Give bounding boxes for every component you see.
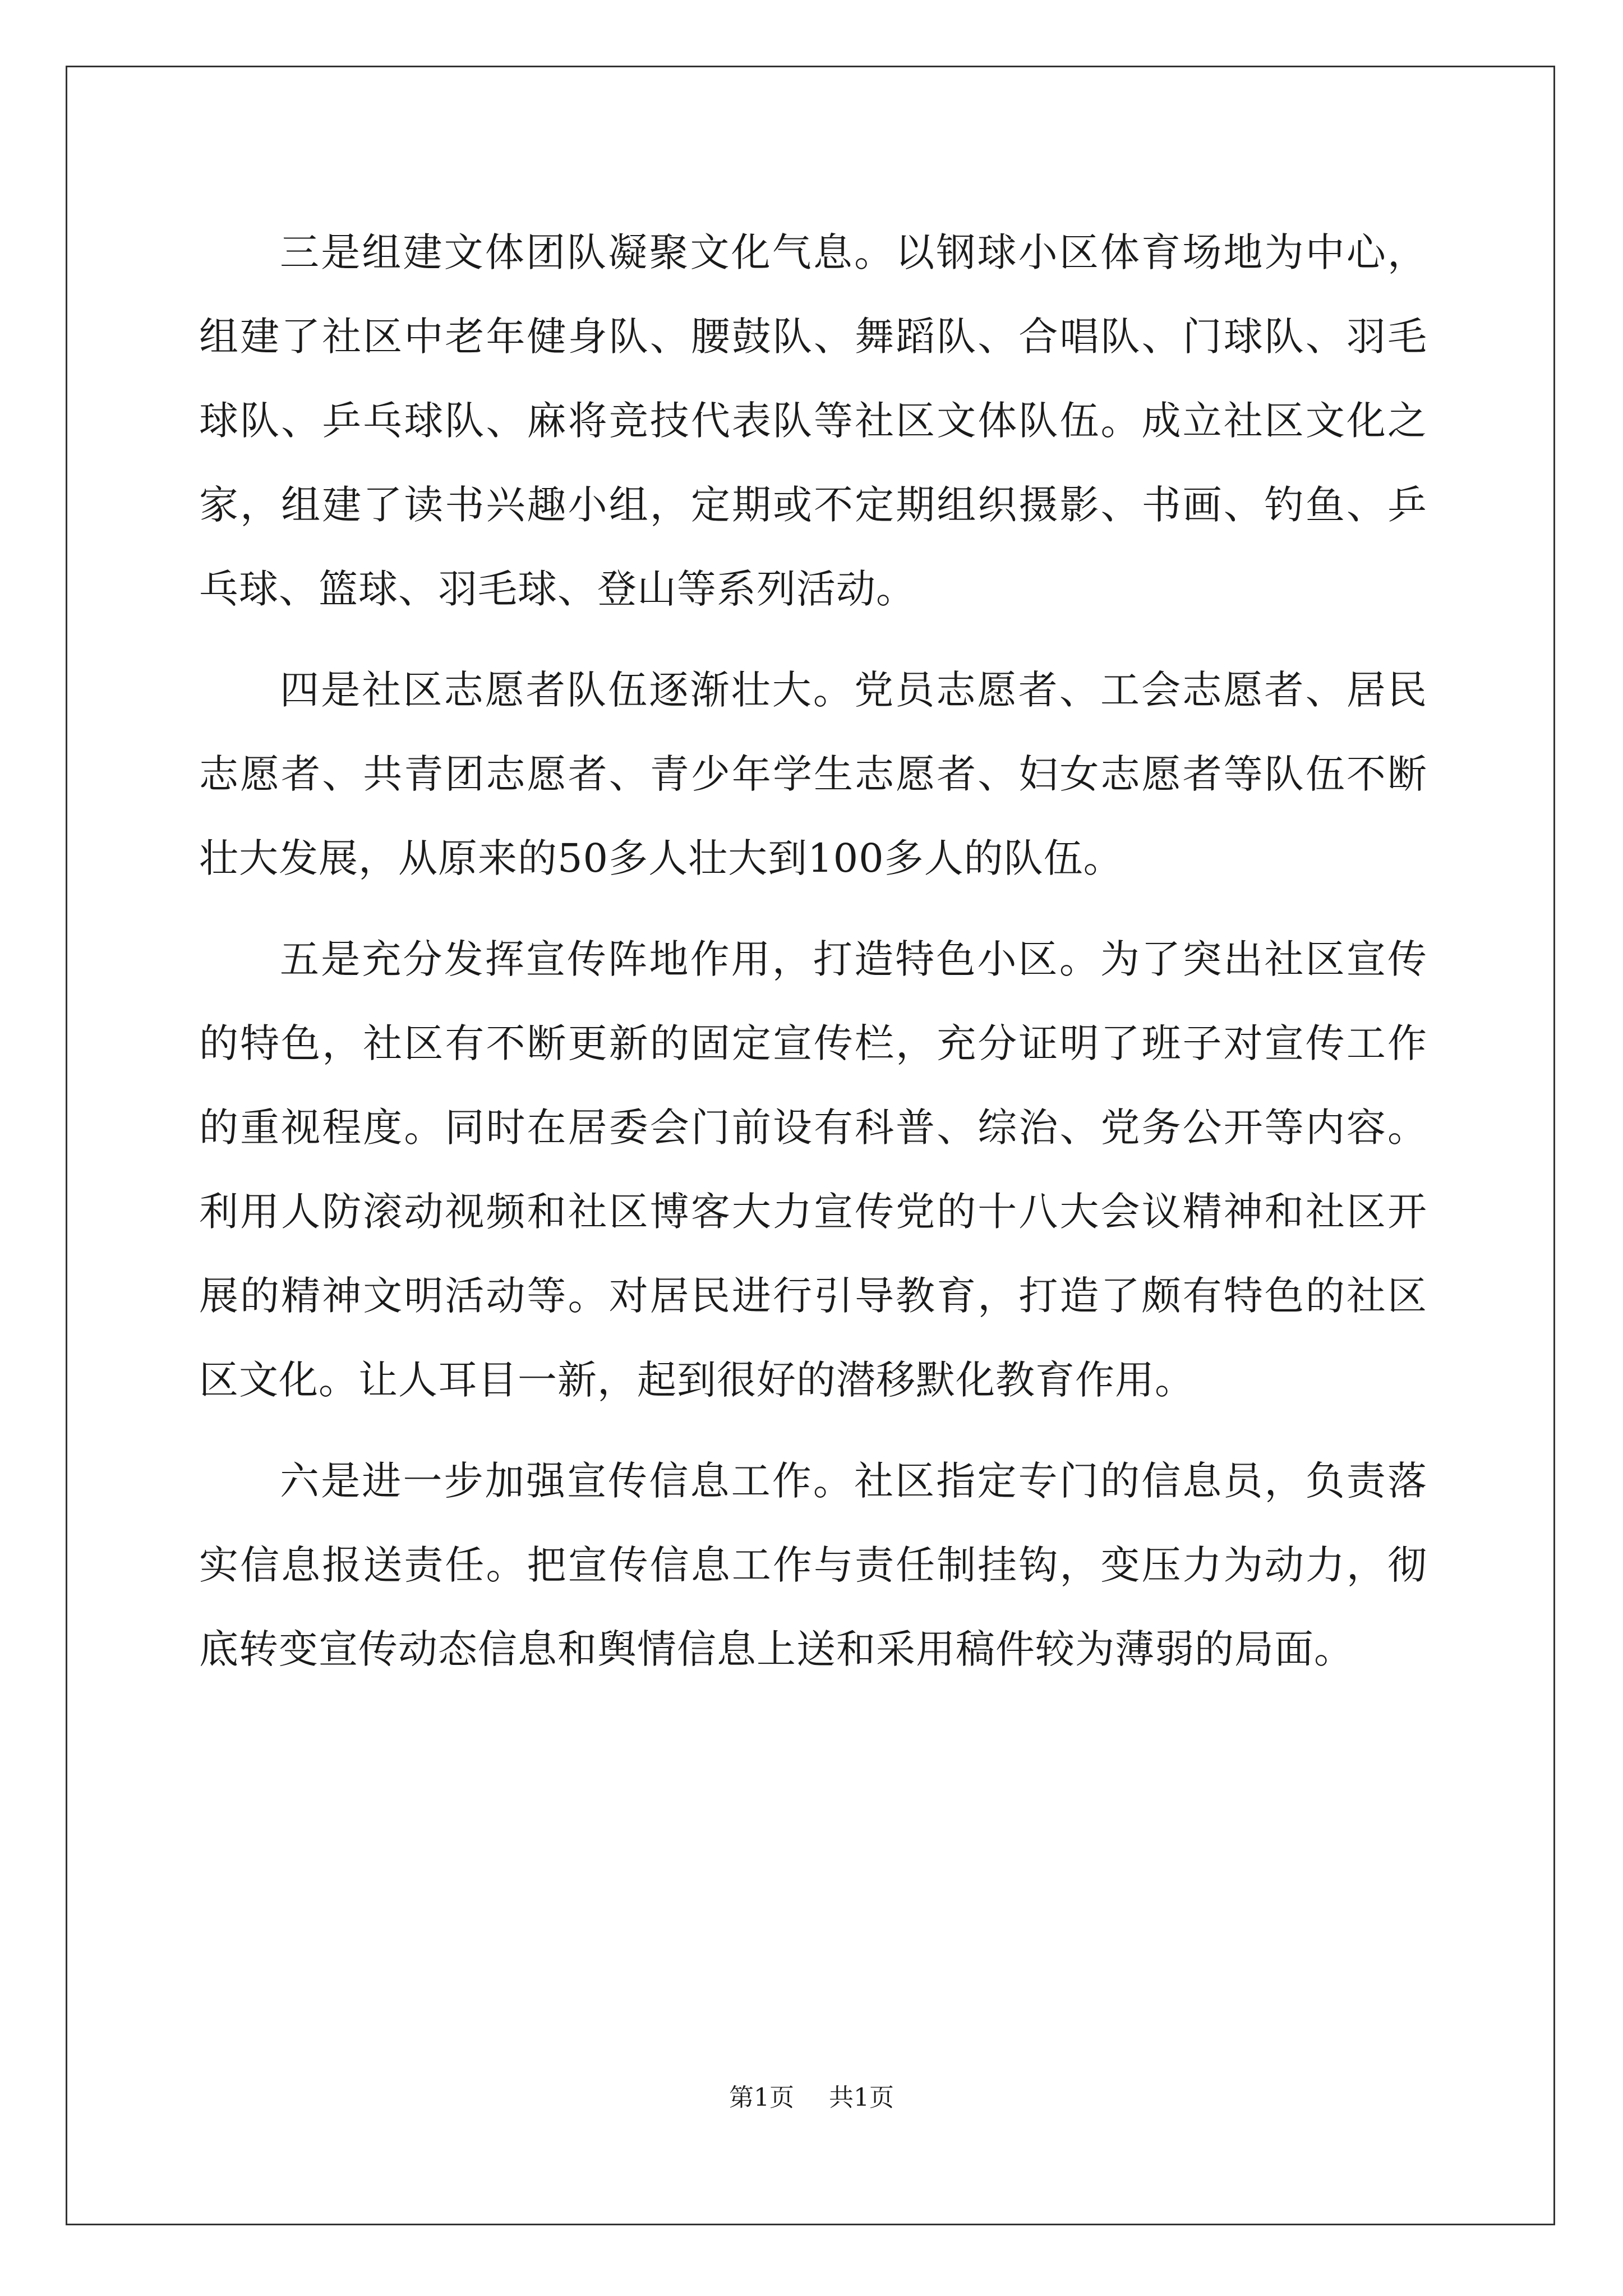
paragraph-6: 六是进一步加强宣传信息工作。社区指定专门的信息员，负责落实信息报送责任。把宣传信息工作与责任制挂钩，变压力为动力，彻底转变宣传动态信息和舆情信息上送和采用稿件较为薄弱的局面。 — [199, 1458, 1427, 1672]
paragraph-3: 三是组建文体团队凝聚文化气息。以钢球小区体育场地为中心，组建了社区中老年健身队、腰鼓队、舞蹈队、合唱队、门球队、羽毛球队、乒乓球队、麻将竞技代表队等社区文体队伍。成立社区文化之家，组建了读书兴趣小组，定期或不定期组织摄影、书画、钓鱼、乒乓球、篮球、羽毛球、登山等系列活动。 — [199, 229, 1427, 612]
page-number: 第1页 — [729, 2083, 794, 2112]
page-total: 共1页 — [829, 2083, 894, 2112]
paragraph-4: 四是社区志愿者队伍逐渐壮大。党员志愿者、工会志愿者、居民志愿者、共青团志愿者、青少年学生志愿者、妇女志愿者等队伍不断壮大发展，从原来的50多人壮大到100多人的队伍。 — [199, 667, 1427, 881]
document-body — [199, 210, 1427, 1691]
page-footer — [0, 2081, 1623, 2115]
paragraph-5: 五是充分发挥宣传阵地作用，打造特色小区。为了突出社区宣传的特色，社区有不断更新的固定宣传栏，充分证明了班子对宣传工作的重视程度。同时在居委会门前设有科普、综治、党务公开等内容。利用人防滚动视频和社区博客大力宣传党的十八大会议精神和社区开展的精神文明活动等。对居民进行引导教育，打造了颇有特色的社区区文化。让人耳目一新，起到很好的潜移默化教育作用。 — [199, 936, 1427, 1403]
